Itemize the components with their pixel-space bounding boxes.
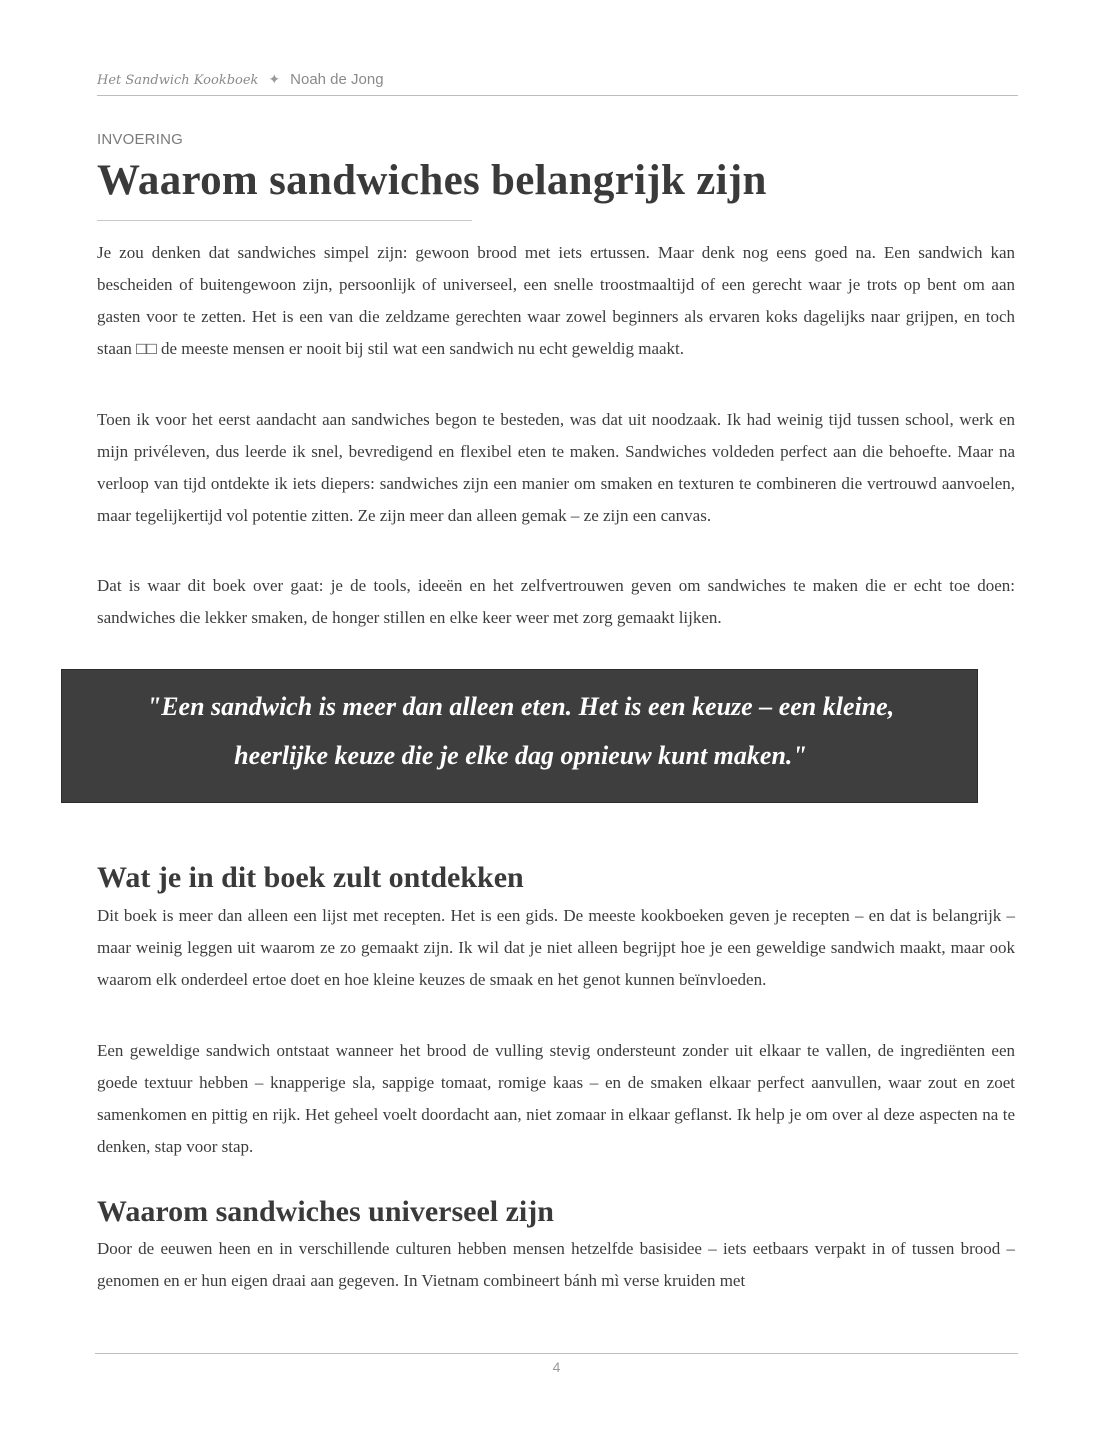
heading-discover: Wat je in dit boek zult ontdekken [97,861,524,894]
page-number: 4 [552,1359,561,1375]
heading-universal: Waarom sandwiches universeel zijn [97,1195,554,1228]
intro-paragraph-3: Dat is waar dit boek over gaat: je de tools, ideeën en het zelfvertrouwen geven om sandwiches te maken die er echt toe doen: sandwiches die lekker smaken, de honger stillen en elke keer weer met zorg gemaakt lijken. [97,576,1015,627]
discover-paragraph-2: Een geweldige sandwich ontstaat wanneer het brood de vulling stevig ondersteunt zonder uit elkaar te vallen, de ingrediënten een goede textuur hebben – knapperige sla, sappige tomaat, romige kaas – en de smaken elkaar perfect aanvullen, waar zout en zoet samenkomen en pittig en rijk. Het geheel voelt doordacht aan, niet zomaar in elkaar geflanst. Ik help je om over al deze aspecten na te denken, stap voor stap. [97,1041,1015,1156]
pull-quote-line-2: heerlijke keuze die je elke dag opnieuw kunt maken." [234,741,807,770]
pull-quote-box [61,669,978,803]
page-title: Waarom sandwiches belangrijk zijn [97,157,767,204]
title-divider [97,220,472,221]
sparkle-separator-icon: ✦ [268,72,281,88]
section-kicker: INVOERING [97,131,183,148]
discover-paragraph-1: Dit boek is meer dan alleen een lijst met recepten. Het is een gids. De meeste kookboeken geven je recepten – en dat is belangrijk – maar weinig leggen uit waarom ze zo gemaakt zijn. Ik wil dat je niet alleen begrijpt hoe je een geweldige sandwich maakt, maar ook waarom elk onderdeel ertoe doet en hoe kleine keuzes de smaak en het genot kunnen beïnvloeden. [97,906,1015,989]
header-book-title: Het Sandwich Kookboek [97,73,259,88]
universal-paragraph: Door de eeuwen heen en in verschillende culturen hebben mensen hetzelfde basisidee – iets eetbaars verpakt in of tussen brood – genomen en er hun eigen draai aan gegeven. In Vietnam combineert bánh mì verse kruiden met [97,1239,1015,1290]
page-footer [95,1353,1018,1375]
intro-paragraph-2: Toen ik voor het eerst aandacht aan sandwiches begon te besteden, was dat uit noodzaak. Ik had weinig tijd tussen school, werk en mijn privéleven, dus leerde ik snel, bevredigend en flexibel eten te maken. Sandwiches voldeden perfect aan die behoefte. Maar na verloop van tijd ontdekte ik iets diepers: sandwiches zijn een manier om smaken en texturen te combineren die vertrouwd aanvoelen, maar tegelijkertijd vol potentie zitten. Ze zijn meer dan alleen gemak – ze zijn een canvas. [97,410,1015,525]
running-header [97,71,1018,96]
pull-quote-line-1: "Een sandwich is meer dan alleen eten. Het is een keuze – een kleine, [146,692,895,721]
header-author: Noah de Jong [290,71,384,88]
pull-quote-text [62,682,979,780]
intro-paragraph-1: Je zou denken dat sandwiches simpel zijn: gewoon brood met iets ertussen. Maar denk nog eens goed na. Een sandwich kan bescheiden of buitengewoon zijn, persoonlijk of universeel, een snelle troostmaaltijd of een gerecht waar je trots op bent om aan gasten voor te zetten. Het is een van die zeldzame gerechten waar zowel beginners als ervaren koks dagelijks naar grijpen, en toch staan □□ de meeste mensen er nooit bij stil wat een sandwich nu echt geweldig maakt. [97,243,1015,358]
